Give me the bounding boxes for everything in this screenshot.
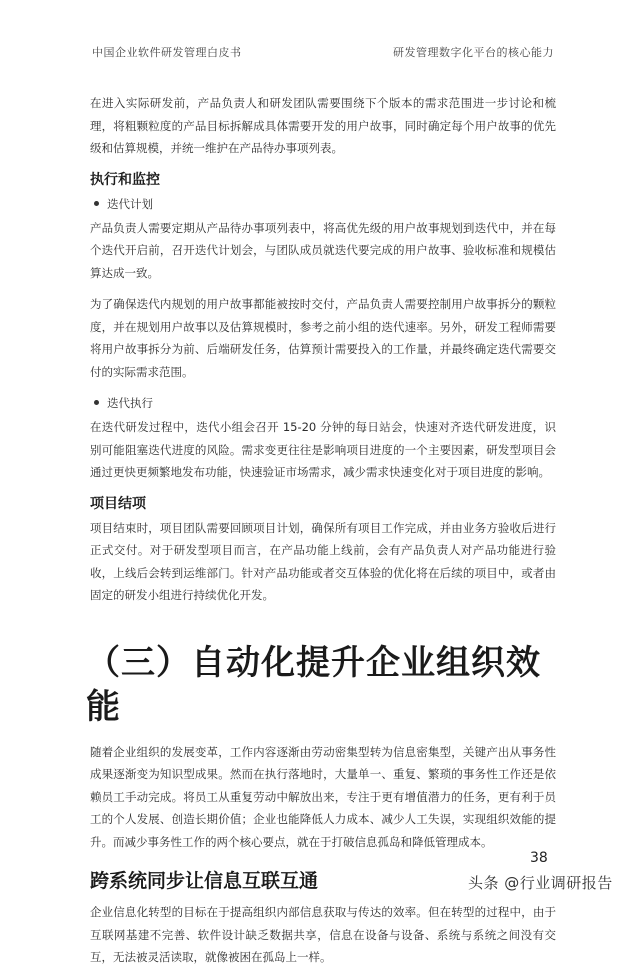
intro-paragraph: 在进入实际研发前，产品负责人和研发团队需要围绕下个版本的需求范围进一步讨论和梳理，将粗颗粒度的产品目标拆解成具体需要开发的用户故事，同时确定每个用户故事的优先级和估算规模，并统一维护在产品待办事项列表。: [90, 96, 556, 155]
sync-heading: 跨系统同步让信息互联互通: [90, 870, 319, 892]
page-number: 38: [530, 850, 548, 866]
page-header: [0, 0, 640, 60]
section-3-paragraph: 随着企业组织的发展变革，工作内容逐渐由劳动密集型转为信息密集型，关键产出从事务性成果逐渐变为知识型成果。然而在执行落地时，大量单一、重复、繁琐的事务性工作还是依赖员工手动完成。将员工从重复劳动中解放出来，专注于更有增值潜力的任务，更有利于员工的个人发展、创造长期价值；企业也能降低人力成本、减少人工失误，实现组织效能的提升。而减少事务性工作的两个核心要点，就在于打破信息孤岛和降低管理成本。: [90, 744, 556, 849]
bullet-dot-icon: [94, 201, 99, 206]
header-right-title: 研发管理数字化平台的核心能力: [393, 46, 554, 59]
iter-plan-bullet: [90, 193, 556, 215]
header-left-title: 中国企业软件研发管理白皮书: [92, 46, 242, 59]
iter-plan-paragraph-1: 产品负责人需要定期从产品待办事项列表中，将高优先级的用户故事规划到迭代中，并在每个迭代开启前，召开迭代计划会，与团队成员就迭代要完成的用户故事、验收标准和规模估算达成一致。: [90, 220, 556, 280]
iter-exec-bullet: [90, 392, 556, 414]
closing-heading: 项目结项: [90, 495, 146, 512]
page-content: [86, 92, 556, 978]
iter-plan-label: 迭代计划: [107, 196, 153, 211]
iter-exec-label: 迭代执行: [107, 396, 153, 410]
iter-plan-paragraph-2: 为了确保迭代内规划的用户故事都能被按时交付，产品负责人需要控制用户故事拆分的颗粒度，并在规划用户故事以及估算规模时，参考之前小组的迭代速率。另外，研发工程师需要将用户故事拆分为前、后端研发任务，估算预计需要投入的工作量，并最终确定迭代需要交付的实际需求范围。: [90, 297, 556, 379]
closing-paragraph: 项目结束时，项目团队需要回顾项目计划，确保所有项目工作完成，并由业务方验收后进行正式交付。对于研发型项目而言，在产品功能上线前，会有产品负责人对产品功能进行验收，上线后会转到运维部门。针对产品功能或者交互体验的优化将在后续的项目中，或者由固定的研发小组进行持续优化开发。: [90, 520, 556, 602]
iter-exec-paragraph: 在迭代研发过程中，迭代小组会召开 15-20 分钟的每日站会，快速对齐迭代研发进度，识别可能阻塞迭代进度的风险。需求变更往往是影响项目进度的一个主要因素，研发型项目会通过更快更频繁地发布功能，快速验证市场需求，减少需求快速变化对于项目进度的影响。: [90, 420, 556, 479]
watermark: 头条 @行业调研报告: [468, 874, 613, 892]
section-3-heading: （三）自动化提升企业组织效能: [86, 642, 541, 727]
bullet-dot-icon: [94, 400, 99, 405]
sync-paragraph: 企业信息化转型的目标在于提高组织内部信息获取与传达的效率。但在转型的过程中，由于互联网基建不完善、软件设计缺乏数据共享，信息在设备与设备、系统与系统之间没有交互，无法被灵活读取，就像被困在孤岛上一样。: [90, 905, 556, 964]
exec-heading: 执行和监控: [90, 171, 160, 188]
